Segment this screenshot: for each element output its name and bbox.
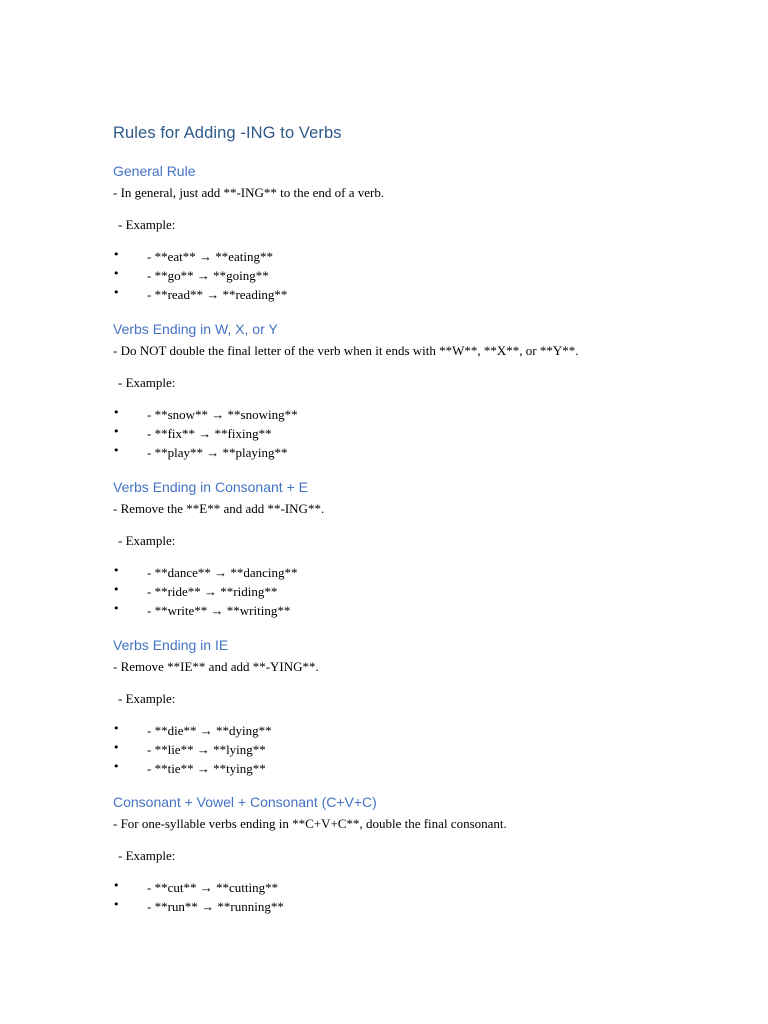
list-item [0,287,768,306]
list-item [0,249,768,268]
list-item-text: - **run** → **running** [147,899,284,914]
list-item [0,445,768,464]
bullet: • [113,879,120,892]
bullet: • [113,898,120,911]
list-item-text: - **write** → **writing** [147,603,291,618]
bullet: • [113,444,120,457]
list-item [0,565,768,584]
example-list [0,407,768,464]
list-item [0,268,768,287]
document-title: Rules for Adding -ING to Verbs [113,124,342,142]
list-item [0,880,768,899]
bullet: • [113,267,120,280]
rule-text: - Do NOT double the final letter of the verb when it ends with **W**, **X**, or **Y**. [113,343,579,358]
bullet: • [113,286,120,299]
bullet: • [113,248,120,261]
section-heading: Verbs Ending in Consonant + E [113,479,308,495]
bullet: • [113,760,120,773]
list-item-text: - **lie** → **lying** [147,742,266,757]
list-item [0,584,768,603]
section-heading: General Rule [113,163,196,179]
rule-text: - In general, just add **-ING** to the end of a verb. [113,185,385,200]
example-list [0,565,768,622]
list-item [0,407,768,426]
list-item-text: - **snow** → **snowing** [147,407,298,422]
list-item-text: - **fix** → **fixing** [147,426,272,441]
rule-text: - Remove the **E** and add **-ING**. [113,501,325,516]
list-item [0,603,768,622]
list-item [0,426,768,445]
list-item-text: - **read** → **reading** [147,287,288,302]
bullet: • [113,406,120,419]
list-item-text: - **dance** → **dancing** [147,565,298,580]
example-label: - Example: [118,848,176,863]
example-label: - Example: [118,375,176,390]
list-item [0,761,768,780]
bullet: • [113,425,120,438]
list-item-text: - **go** → **going** [147,268,269,283]
section-heading: Consonant + Vowel + Consonant (C+V+C) [113,794,377,810]
list-item-text: - **eat** → **eating** [147,249,273,264]
rule-text: - For one-syllable verbs ending in **C+V+C**, double the final consonant. [113,816,507,831]
list-item [0,723,768,742]
list-item-text: - **play** → **playing** [147,445,288,460]
rule-text: - Remove **IE** and add **-YING**. [113,659,319,674]
list-item-text: - **ride** → **riding** [147,584,278,599]
bullet: • [113,741,120,754]
list-item [0,899,768,918]
example-list [0,249,768,306]
example-list [0,723,768,780]
bullet: • [113,583,120,596]
section-heading: Verbs Ending in W, X, or Y [113,321,278,337]
list-item [0,742,768,761]
list-item-text: - **die** → **dying** [147,723,272,738]
list-item-text: - **tie** → **tying** [147,761,266,776]
example-label: - Example: [118,217,176,232]
bullet: • [113,564,120,577]
list-item-text: - **cut** → **cutting** [147,880,279,895]
example-label: - Example: [118,533,176,548]
example-list [0,880,768,918]
example-label: - Example: [118,691,176,706]
bullet: • [113,722,120,735]
section-heading: Verbs Ending in IE [113,637,229,653]
bullet: • [113,602,120,615]
